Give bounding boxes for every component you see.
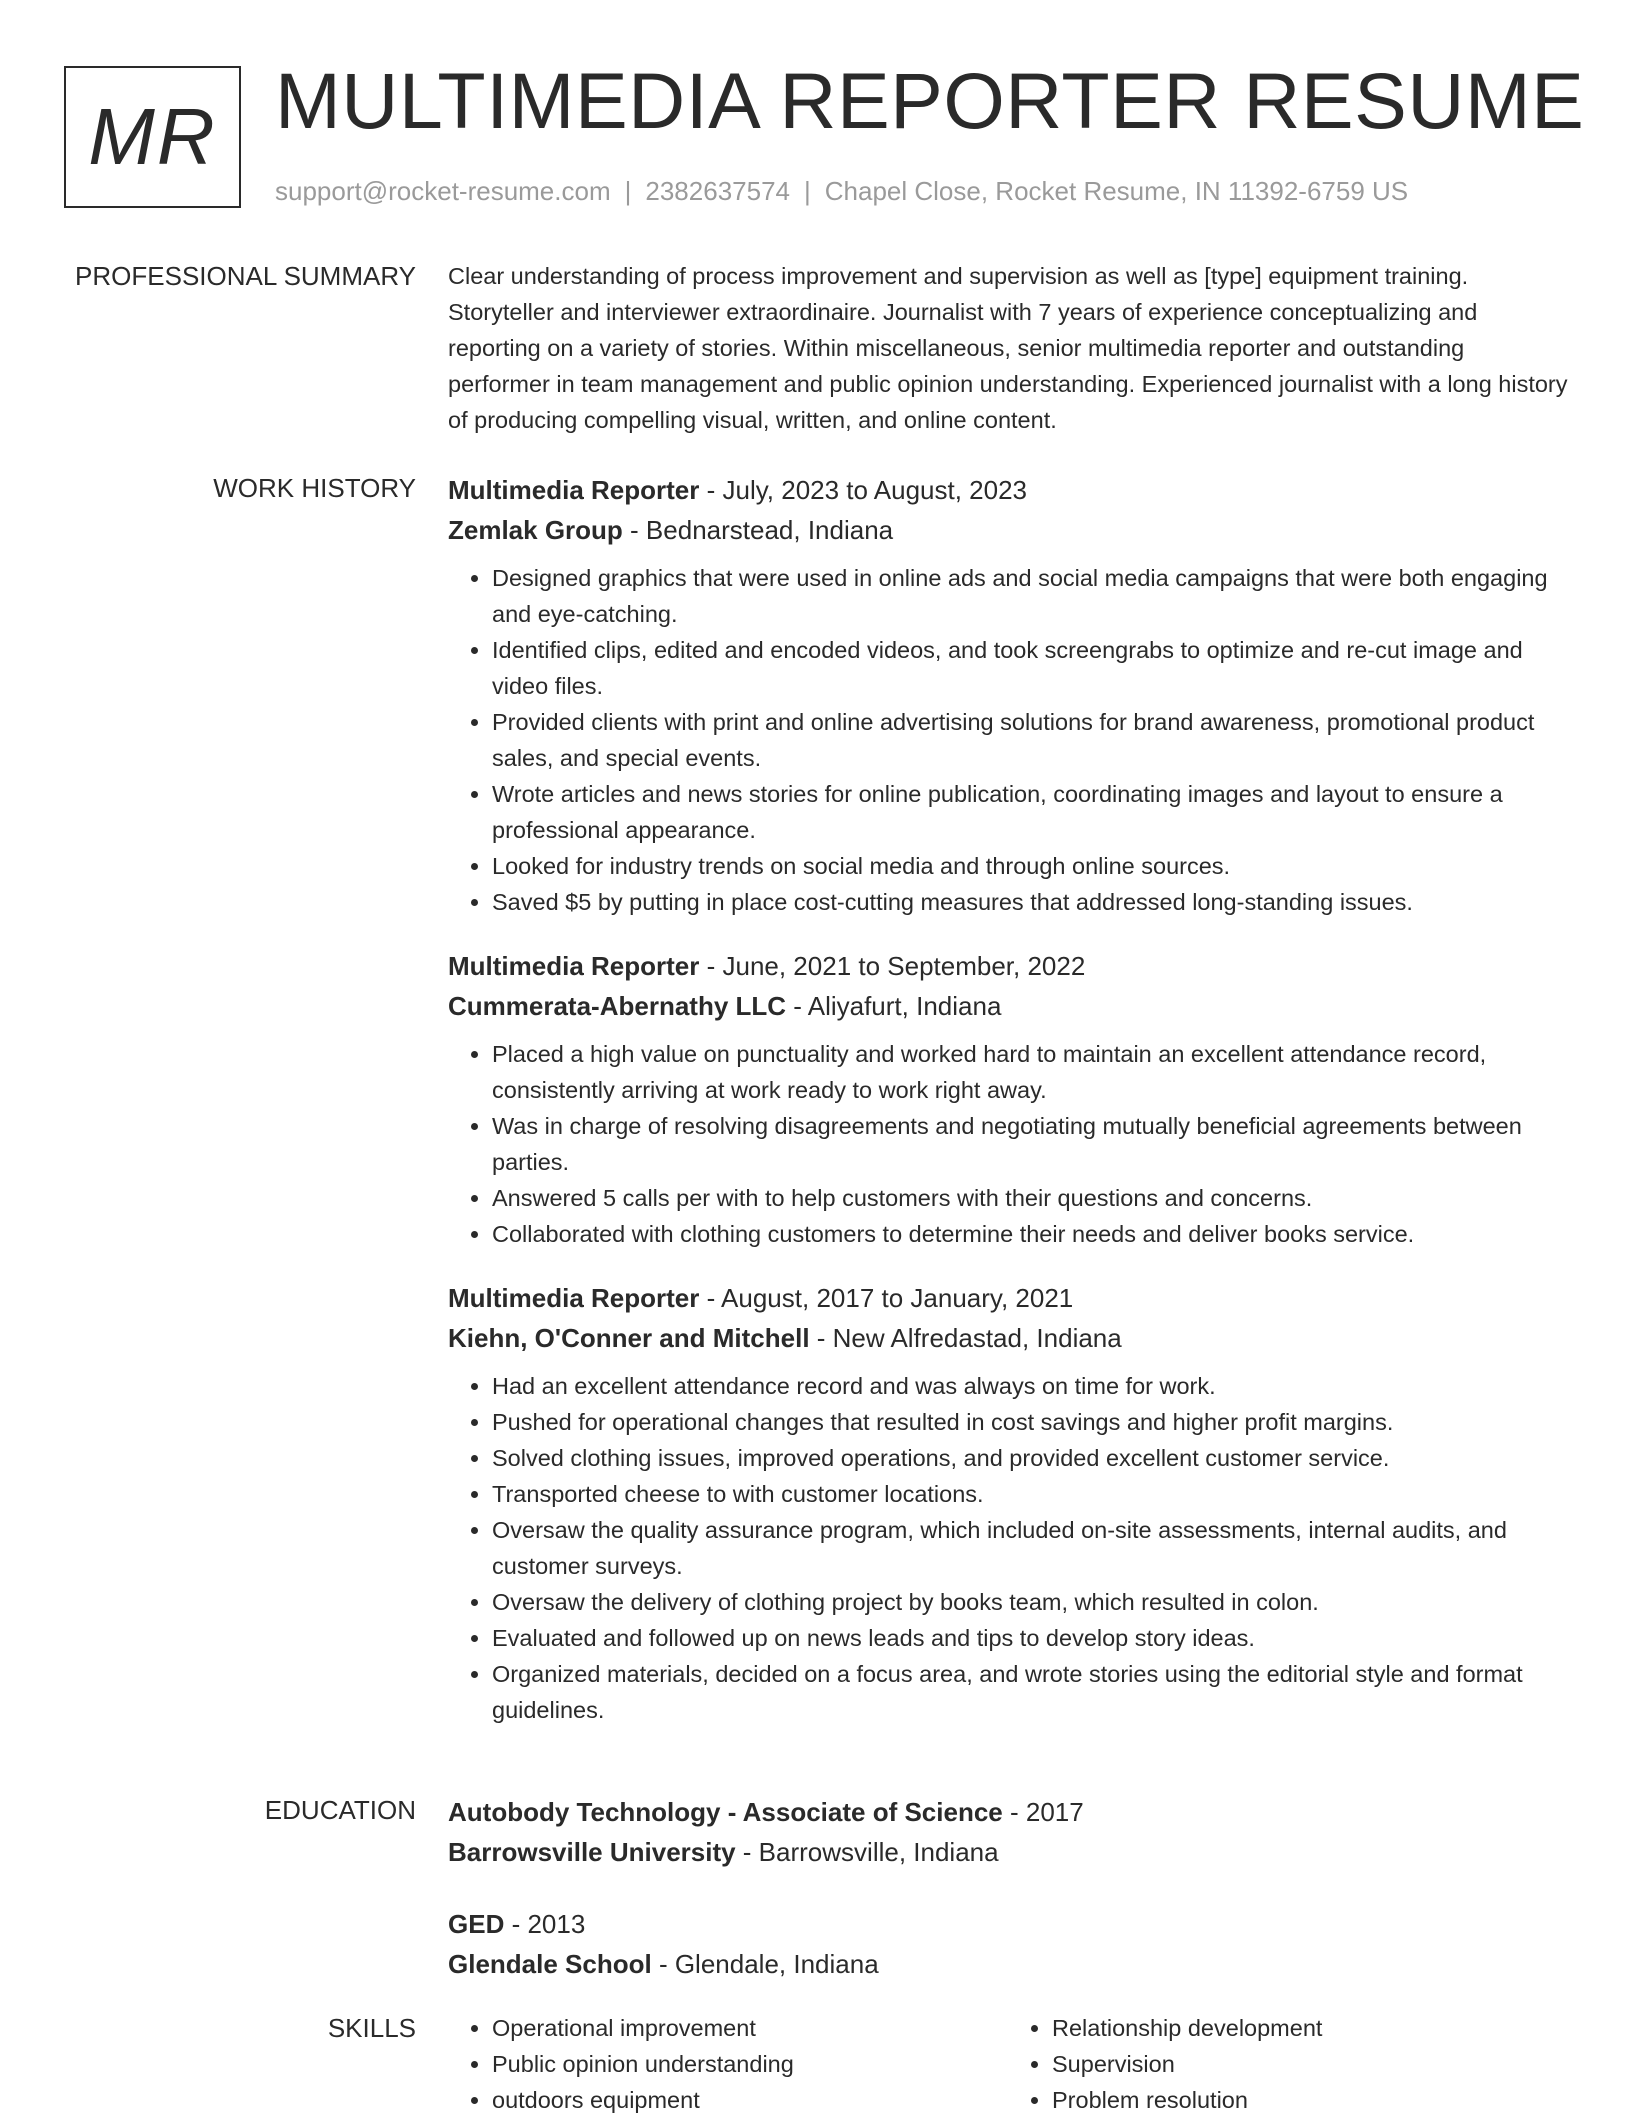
job-company: Kiehn, O'Conner and Mitchell: [448, 1323, 810, 1353]
summary-body: [448, 258, 1568, 438]
job-company-line: [448, 986, 1568, 1026]
skill-item: • outdoors equipment: [492, 2082, 1008, 2118]
degree-year: - 2013: [504, 1909, 586, 1939]
job-entry: [448, 470, 1568, 920]
education-entry: [448, 1792, 1568, 1872]
job-dates: - July, 2023 to August, 2023: [699, 475, 1028, 505]
job-title-line: [448, 946, 1568, 986]
job-location: - Aliyafurt, Indiana: [786, 991, 1002, 1021]
job-title-line: [448, 1278, 1568, 1318]
job-bullet: • Saved $5 by putting in place cost-cutting measures that addressed long-standing issues.: [492, 884, 1568, 920]
contact-phone[interactable]: 2382637574: [645, 176, 790, 206]
skill-item: • Problem resolution: [1052, 2082, 1568, 2118]
job-bullet: • Looked for industry trends on social media and through online sources.: [492, 848, 1568, 884]
job-company-line: [448, 1318, 1568, 1358]
job-title: Multimedia Reporter: [448, 1283, 700, 1313]
job-bullet: • Placed a high value on punctuality and worked hard to maintain an excellent attendance record, consistently arriving at work ready to work right away.: [492, 1036, 1568, 1108]
education-body: [448, 1792, 1568, 2016]
job-bullets: [448, 1368, 1568, 1728]
skills-heading: SKILLS: [327, 2013, 416, 2043]
job-bullet: • Identified clips, edited and encoded videos, and took screengrabs to optimize and re-cut image and video files.: [492, 632, 1568, 704]
job-bullet: • Oversaw the quality assurance program, which included on-site assessments, internal audits, and customer surveys.: [492, 1512, 1568, 1584]
job-bullet: • Had an excellent attendance record and was always on time for work.: [492, 1368, 1568, 1404]
education-heading: EDUCATION: [264, 1795, 416, 1825]
job-bullets: [448, 560, 1568, 920]
job-company: Zemlak Group: [448, 515, 623, 545]
contact-separator: |: [624, 176, 632, 206]
summary-text: Clear understanding of process improvement and supervision as well as [type] equipment training. Storyteller and interviewer extraordinaire. Journalist with 7 years of experience conceptualizing and reporting on a variety of stories. Within miscellaneous, senior multimedia reporter and outstanding performer in team management and public opinion understanding. Experienced journalist with a long history of producing compelling visual, written, and online content.: [448, 263, 1568, 433]
school-line: [448, 1832, 1568, 1872]
school-location: - Glendale, Indiana: [651, 1949, 879, 1979]
skills-body: [448, 2010, 1568, 2118]
school: Glendale School: [448, 1949, 652, 1979]
job-bullet: • Solved clothing issues, improved operations, and provided excellent customer service.: [492, 1440, 1568, 1476]
degree-line: [448, 1792, 1568, 1832]
degree: GED: [448, 1909, 505, 1939]
degree-line: [448, 1904, 1568, 1944]
education-entry: [448, 1904, 1568, 1984]
job-location: - New Alfredastad, Indiana: [809, 1323, 1122, 1353]
skills-left-list: [448, 2010, 1008, 2118]
skills-columns: [448, 2010, 1568, 2118]
summary-heading: PROFESSIONAL SUMMARY: [75, 261, 416, 291]
school-line: [448, 1944, 1568, 1984]
job-bullet: • Provided clients with print and online advertising solutions for brand awareness, promotional product sales, and special events.: [492, 704, 1568, 776]
job-title-line: [448, 470, 1568, 510]
job-bullet: • Transported cheese to with customer locations.: [492, 1476, 1568, 1512]
degree: Autobody Technology - Associate of Science: [448, 1797, 1003, 1827]
job-entry: [448, 946, 1568, 1252]
job-title: Multimedia Reporter: [448, 951, 700, 981]
job-dates: - June, 2021 to September, 2022: [699, 951, 1086, 981]
contact-separator: |: [804, 176, 811, 206]
degree-year: - 2017: [1002, 1797, 1084, 1827]
job-company-line: [448, 510, 1568, 550]
contact-address: Chapel Close, Rocket Resume, IN 11392-6759 US: [824, 176, 1409, 206]
job-bullet: • Organized materials, decided on a focus area, and wrote stories using the editorial style and format guidelines.: [492, 1656, 1568, 1728]
skill-item: • Relationship development: [1052, 2010, 1568, 2046]
job-bullet: • Designed graphics that were used in online ads and social media campaigns that were both engaging and eye-catching.: [492, 560, 1568, 632]
job-bullet: • Evaluated and followed up on news leads and tips to develop story ideas.: [492, 1620, 1568, 1656]
job-bullet: • Wrote articles and news stories for online publication, coordinating images and layout to ensure a professional appearance.: [492, 776, 1568, 848]
work-heading: WORK HISTORY: [213, 473, 416, 503]
job-bullet: • Was in charge of resolving disagreements and negotiating mutually beneficial agreements between parties.: [492, 1108, 1568, 1180]
monogram-logo: MR: [64, 66, 241, 208]
job-bullet: • Pushed for operational changes that resulted in cost savings and higher profit margins.: [492, 1404, 1568, 1440]
job-entry: [448, 1278, 1568, 1728]
job-bullet: • Answered 5 calls per with to help customers with their questions and concerns.: [492, 1180, 1568, 1216]
skills-right-list: [1008, 2010, 1568, 2118]
work-body: [448, 470, 1568, 1754]
resume-title: MULTIMEDIA REPORTER RESUME: [275, 56, 1585, 145]
job-location: - Bednarstead, Indiana: [622, 515, 894, 545]
job-bullet: • Oversaw the delivery of clothing project by books team, which resulted in colon.: [492, 1584, 1568, 1620]
skill-item: • Public opinion understanding: [492, 2046, 1008, 2082]
job-company: Cummerata-Abernathy LLC: [448, 991, 787, 1021]
skill-item: • Supervision: [1052, 2046, 1568, 2082]
school: Barrowsville University: [448, 1837, 736, 1867]
job-dates: - August, 2017 to January, 2021: [699, 1283, 1074, 1313]
skill-item: • Operational improvement: [492, 2010, 1008, 2046]
job-bullets: [448, 1036, 1568, 1252]
job-bullet: • Collaborated with clothing customers to determine their needs and deliver books service.: [492, 1216, 1568, 1252]
school-location: - Barrowsville, Indiana: [735, 1837, 999, 1867]
contact-line: [275, 174, 1408, 208]
job-title: Multimedia Reporter: [448, 475, 700, 505]
contact-email[interactable]: support@rocket-resume.com: [275, 176, 611, 206]
